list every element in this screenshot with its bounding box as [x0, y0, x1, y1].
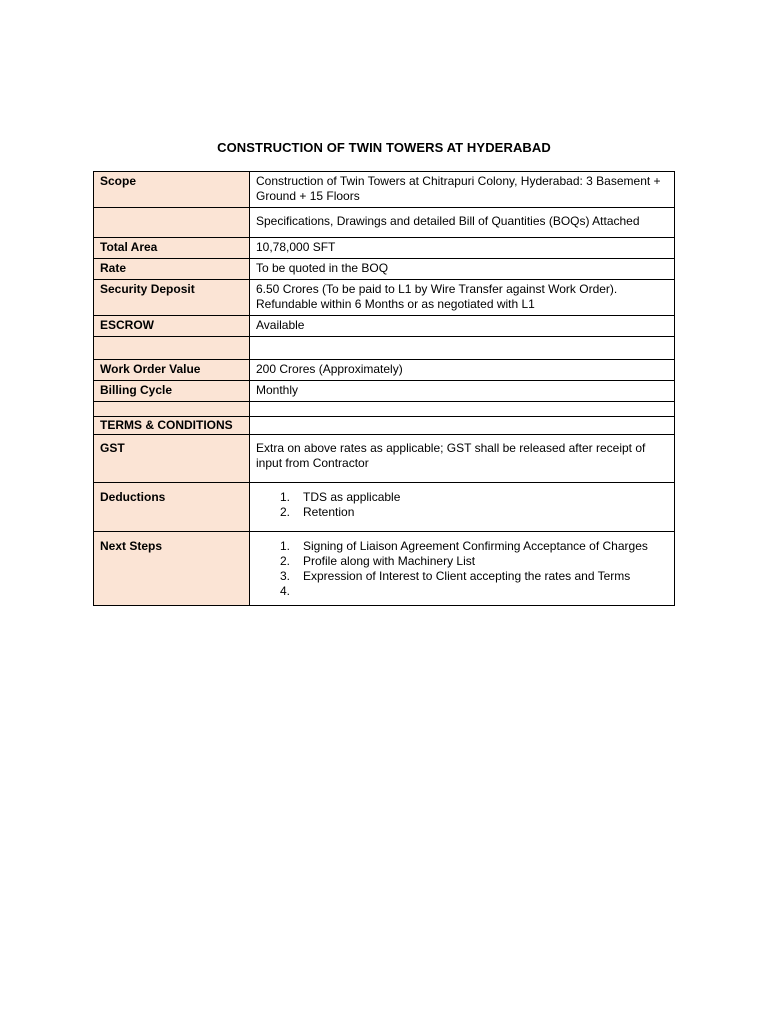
list-item: 3. Expression of Interest to Client accepting the rates and Terms: [280, 569, 631, 583]
row-value: 200 Crores (Approximately): [250, 360, 675, 381]
row-label: Total Area: [94, 238, 250, 259]
deductions-list: [256, 490, 668, 520]
list-item: 2. Retention: [280, 505, 355, 519]
table-row-deductions: [94, 483, 675, 532]
table-row-rate: [94, 259, 675, 280]
row-label: [94, 208, 250, 238]
table-row-gst: [94, 435, 675, 483]
row-value: [250, 483, 675, 532]
row-value: Extra on above rates as applicable; GST shall be released after receipt of input from Contractor: [250, 435, 675, 483]
table-row-blank: [94, 402, 675, 417]
row-label: Rate: [94, 259, 250, 280]
row-label: TERMS & CONDITIONS: [94, 417, 250, 435]
row-label: GST: [94, 435, 250, 483]
row-label: Deductions: [94, 483, 250, 532]
row-value: Monthly: [250, 381, 675, 402]
row-value: [250, 402, 675, 417]
row-label: [94, 337, 250, 360]
table-row-specifications: [94, 208, 675, 238]
row-label: Billing Cycle: [94, 381, 250, 402]
table-row-blank: [94, 337, 675, 360]
row-value: [250, 337, 675, 360]
row-label: Work Order Value: [94, 360, 250, 381]
list-item: 1. Signing of Liaison Agreement Confirming Acceptance of Charges: [280, 539, 648, 553]
list-item: 2. Profile along with Machinery List: [280, 554, 476, 568]
table-row-work-order-value: [94, 360, 675, 381]
row-value: [250, 532, 675, 606]
table-row-total-area: [94, 238, 675, 259]
list-item: 1. TDS as applicable: [280, 490, 401, 504]
row-label: Security Deposit: [94, 280, 250, 316]
table-row-billing-cycle: [94, 381, 675, 402]
row-label: [94, 402, 250, 417]
row-value: Specifications, Drawings and detailed Bill of Quantities (BOQs) Attached: [250, 208, 675, 238]
row-value: [250, 417, 675, 435]
table-row-scope: [94, 172, 675, 208]
row-label: Next Steps: [94, 532, 250, 606]
row-label: ESCROW: [94, 316, 250, 337]
next-steps-list: [256, 539, 668, 599]
row-label: Scope: [94, 172, 250, 208]
table-row-escrow: [94, 316, 675, 337]
row-value: Construction of Twin Towers at Chitrapuri Colony, Hyderabad: 3 Basement + Ground + 15 Floors: [250, 172, 675, 208]
table-row-security-deposit: [94, 280, 675, 316]
page-title: CONSTRUCTION OF TWIN TOWERS AT HYDERABAD: [217, 140, 551, 155]
list-item: 4.: [280, 584, 291, 598]
table-row-terms-and-conditions: [94, 417, 675, 435]
row-value: Available: [250, 316, 675, 337]
project-details-table: [93, 171, 675, 606]
table-row-next-steps: [94, 532, 675, 606]
row-value: 6.50 Crores (To be paid to L1 by Wire Transfer against Work Order). Refundable within 6 Months or as negotiated with L1: [250, 280, 675, 316]
row-value: To be quoted in the BOQ: [250, 259, 675, 280]
row-value: 10,78,000 SFT: [250, 238, 675, 259]
